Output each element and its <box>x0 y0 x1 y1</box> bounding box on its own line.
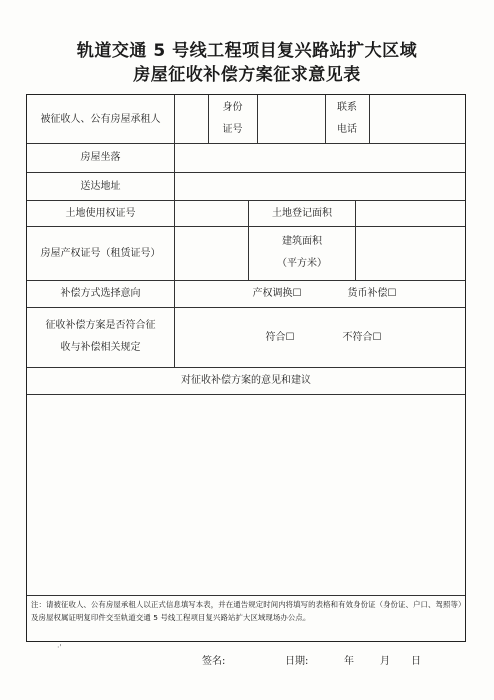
id-label-line1: 身份 <box>222 102 243 113</box>
land-cert-label: 土地使用权证号 <box>65 207 136 219</box>
land-area-input[interactable] <box>356 200 465 226</box>
method-label: 补偿方式选择意向 <box>60 288 141 299</box>
stray-mark: ·' <box>57 643 62 652</box>
form-title-line2: 房屋征收补偿方案征求意见表 <box>133 65 361 85</box>
location-label: 房屋坐落 <box>80 152 121 163</box>
address-input[interactable] <box>175 172 465 200</box>
date-label: 日期: <box>285 656 309 667</box>
property-cert-input[interactable] <box>175 226 248 280</box>
compliance-line1: 征收补偿方案是否符合征 <box>45 320 156 331</box>
date-day: 日 <box>411 656 421 667</box>
sign-label: 签名: <box>202 656 226 667</box>
id-number-label <box>208 95 257 143</box>
land-area-label: 土地登记面积 <box>272 207 332 219</box>
land-cert-input[interactable] <box>175 200 248 226</box>
compliance-label <box>27 307 174 367</box>
owner-label: 被征收人、公有房屋承租人 <box>40 113 161 125</box>
address-label: 送达地址 <box>80 180 121 192</box>
opinion-textarea[interactable] <box>27 395 465 595</box>
option-no-checkbox[interactable]: 不符合☐ <box>342 331 382 343</box>
option-exchange-checkbox[interactable]: 产权调换☐ <box>252 288 302 299</box>
building-area-input[interactable] <box>356 226 465 280</box>
location-input[interactable] <box>175 143 465 172</box>
phone-label <box>325 95 369 143</box>
compliance-line2: 收与补偿相关规定 <box>60 342 141 353</box>
building-area-label <box>249 226 355 280</box>
option-cash-checkbox[interactable]: 货币补偿☐ <box>347 288 397 299</box>
owner-input[interactable] <box>175 95 208 143</box>
phone-label-line1: 联系 <box>337 102 357 113</box>
sign-input[interactable] <box>236 652 276 666</box>
property-cert-label: 房屋产权证号（租赁证号） <box>40 247 161 259</box>
date-month: 月 <box>380 656 390 667</box>
form-note: 注：请被征收人、公有房屋承租人以正式信息填写本表，并在通告规定时间内将填写的表格和有效身份证（身份证、户口、驾照等）及房屋权属证明复印件交至轨道交通 5 号线工程项目复兴路站扩大区域现场办公点。 <box>31 600 462 622</box>
date-year: 年 <box>344 656 354 667</box>
building-area-line1: 建筑面积 <box>282 236 322 247</box>
opinion-label: 对征收补偿方案的意见和建议 <box>181 375 311 386</box>
phone-label-line2: 电话 <box>337 124 357 135</box>
phone-input[interactable] <box>370 95 465 143</box>
survey-form-table <box>26 94 466 642</box>
building-area-line2: （平方米） <box>277 258 327 269</box>
option-yes-checkbox[interactable]: 符合☐ <box>265 331 295 343</box>
id-label-line2: 证号 <box>222 124 243 135</box>
id-number-input[interactable] <box>258 95 325 143</box>
form-title-line1: 轨道交通 5 号线工程项目复兴路站扩大区域 <box>76 41 418 61</box>
